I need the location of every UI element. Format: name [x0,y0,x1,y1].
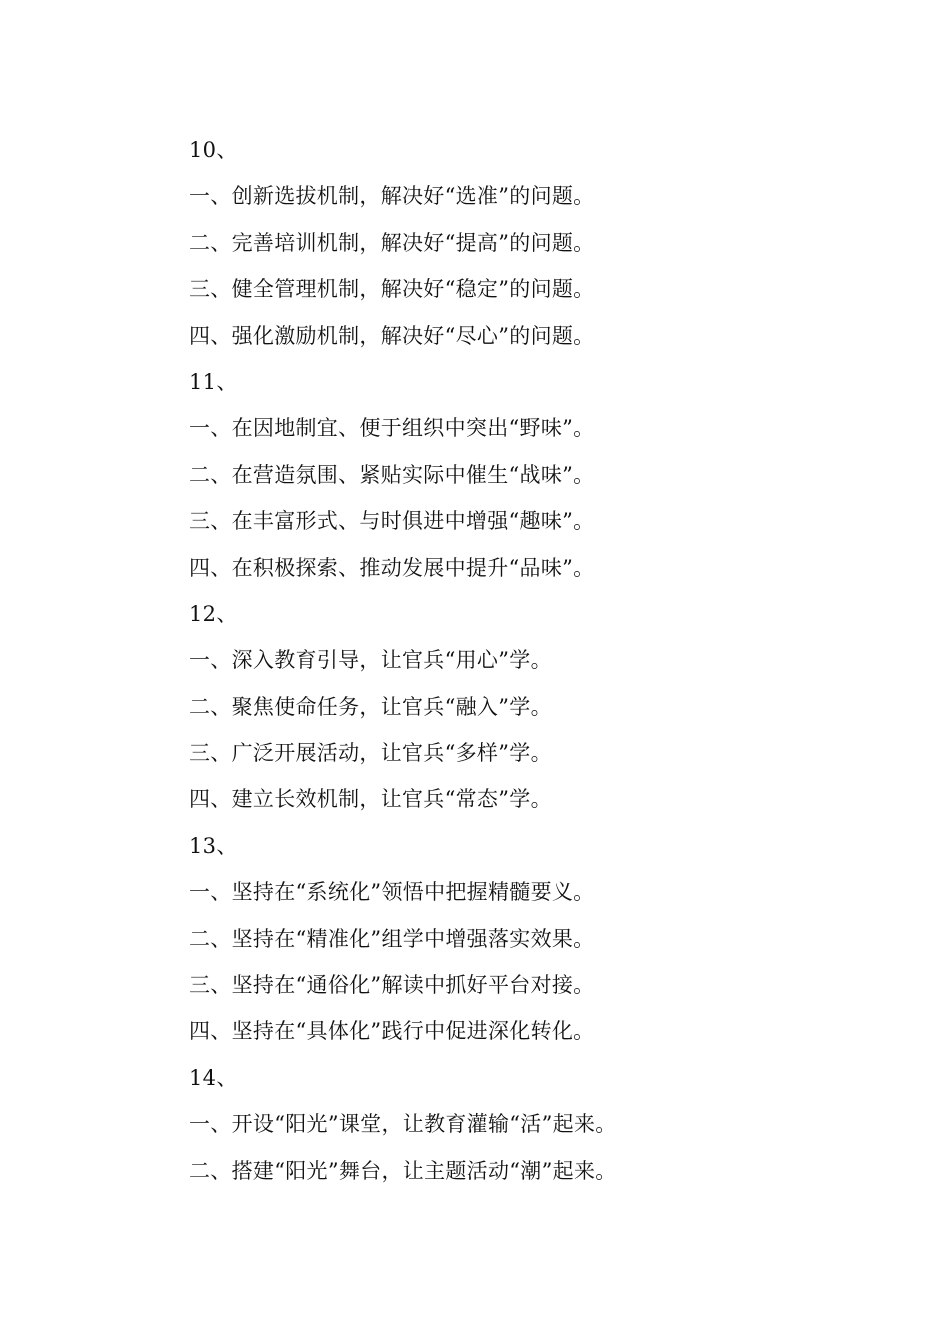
section-number: 13、 [189,833,238,858]
section-10 [189,130,909,362]
section-number: 10、 [189,138,238,162]
list-item: 三、广泛开展活动，让官兵“多样”学。 [189,741,552,766]
list-item: 四、在积极探索、推动发展中提升“品味”。 [189,555,595,580]
section-14 [189,1058,909,1197]
list-item: 四、强化激励机制，解决好“尽心”的问题。 [189,323,595,348]
list-item: 一、开设“阳光”课堂，让教育灌输“活”起来。 [189,1112,617,1137]
section-12 [189,594,909,826]
list-item: 四、坚持在“具体化”践行中促进深化转化。 [189,1019,595,1044]
list-item: 二、完善培训机制，解决好“提高”的问题。 [189,230,595,255]
section-number: 11、 [189,369,238,394]
list-item: 一、坚持在“系统化”领悟中把握精髓要义。 [189,880,595,905]
list-item: 二、在营造氛围、紧贴实际中催生“战味”。 [189,462,595,487]
section-13 [189,826,909,1058]
list-item: 一、创新选拔机制，解决好“选准”的问题。 [189,184,595,209]
list-item: 四、建立长效机制，让官兵“常态”学。 [189,787,552,812]
list-item: 三、坚持在“通俗化”解读中抓好平台对接。 [189,973,595,998]
section-11 [189,362,909,594]
list-item: 三、在丰富形式、与时俱进中增强“趣味”。 [189,509,595,534]
list-item: 三、健全管理机制，解决好“稳定”的问题。 [189,277,595,302]
list-item: 一、在因地制宜、便于组织中突出“野味”。 [189,416,595,441]
section-number: 12、 [189,601,238,626]
list-item: 二、聚焦使命任务，让官兵“融入”学。 [189,694,552,719]
document-page [189,130,909,1197]
list-item: 二、搭建“阳光”舞台，让主题活动“潮”起来。 [189,1158,617,1183]
list-item: 一、深入教育引导，让官兵“用心”学。 [189,648,552,673]
section-number: 14、 [189,1065,238,1090]
list-item: 二、坚持在“精准化”组学中增强落实效果。 [189,926,595,951]
